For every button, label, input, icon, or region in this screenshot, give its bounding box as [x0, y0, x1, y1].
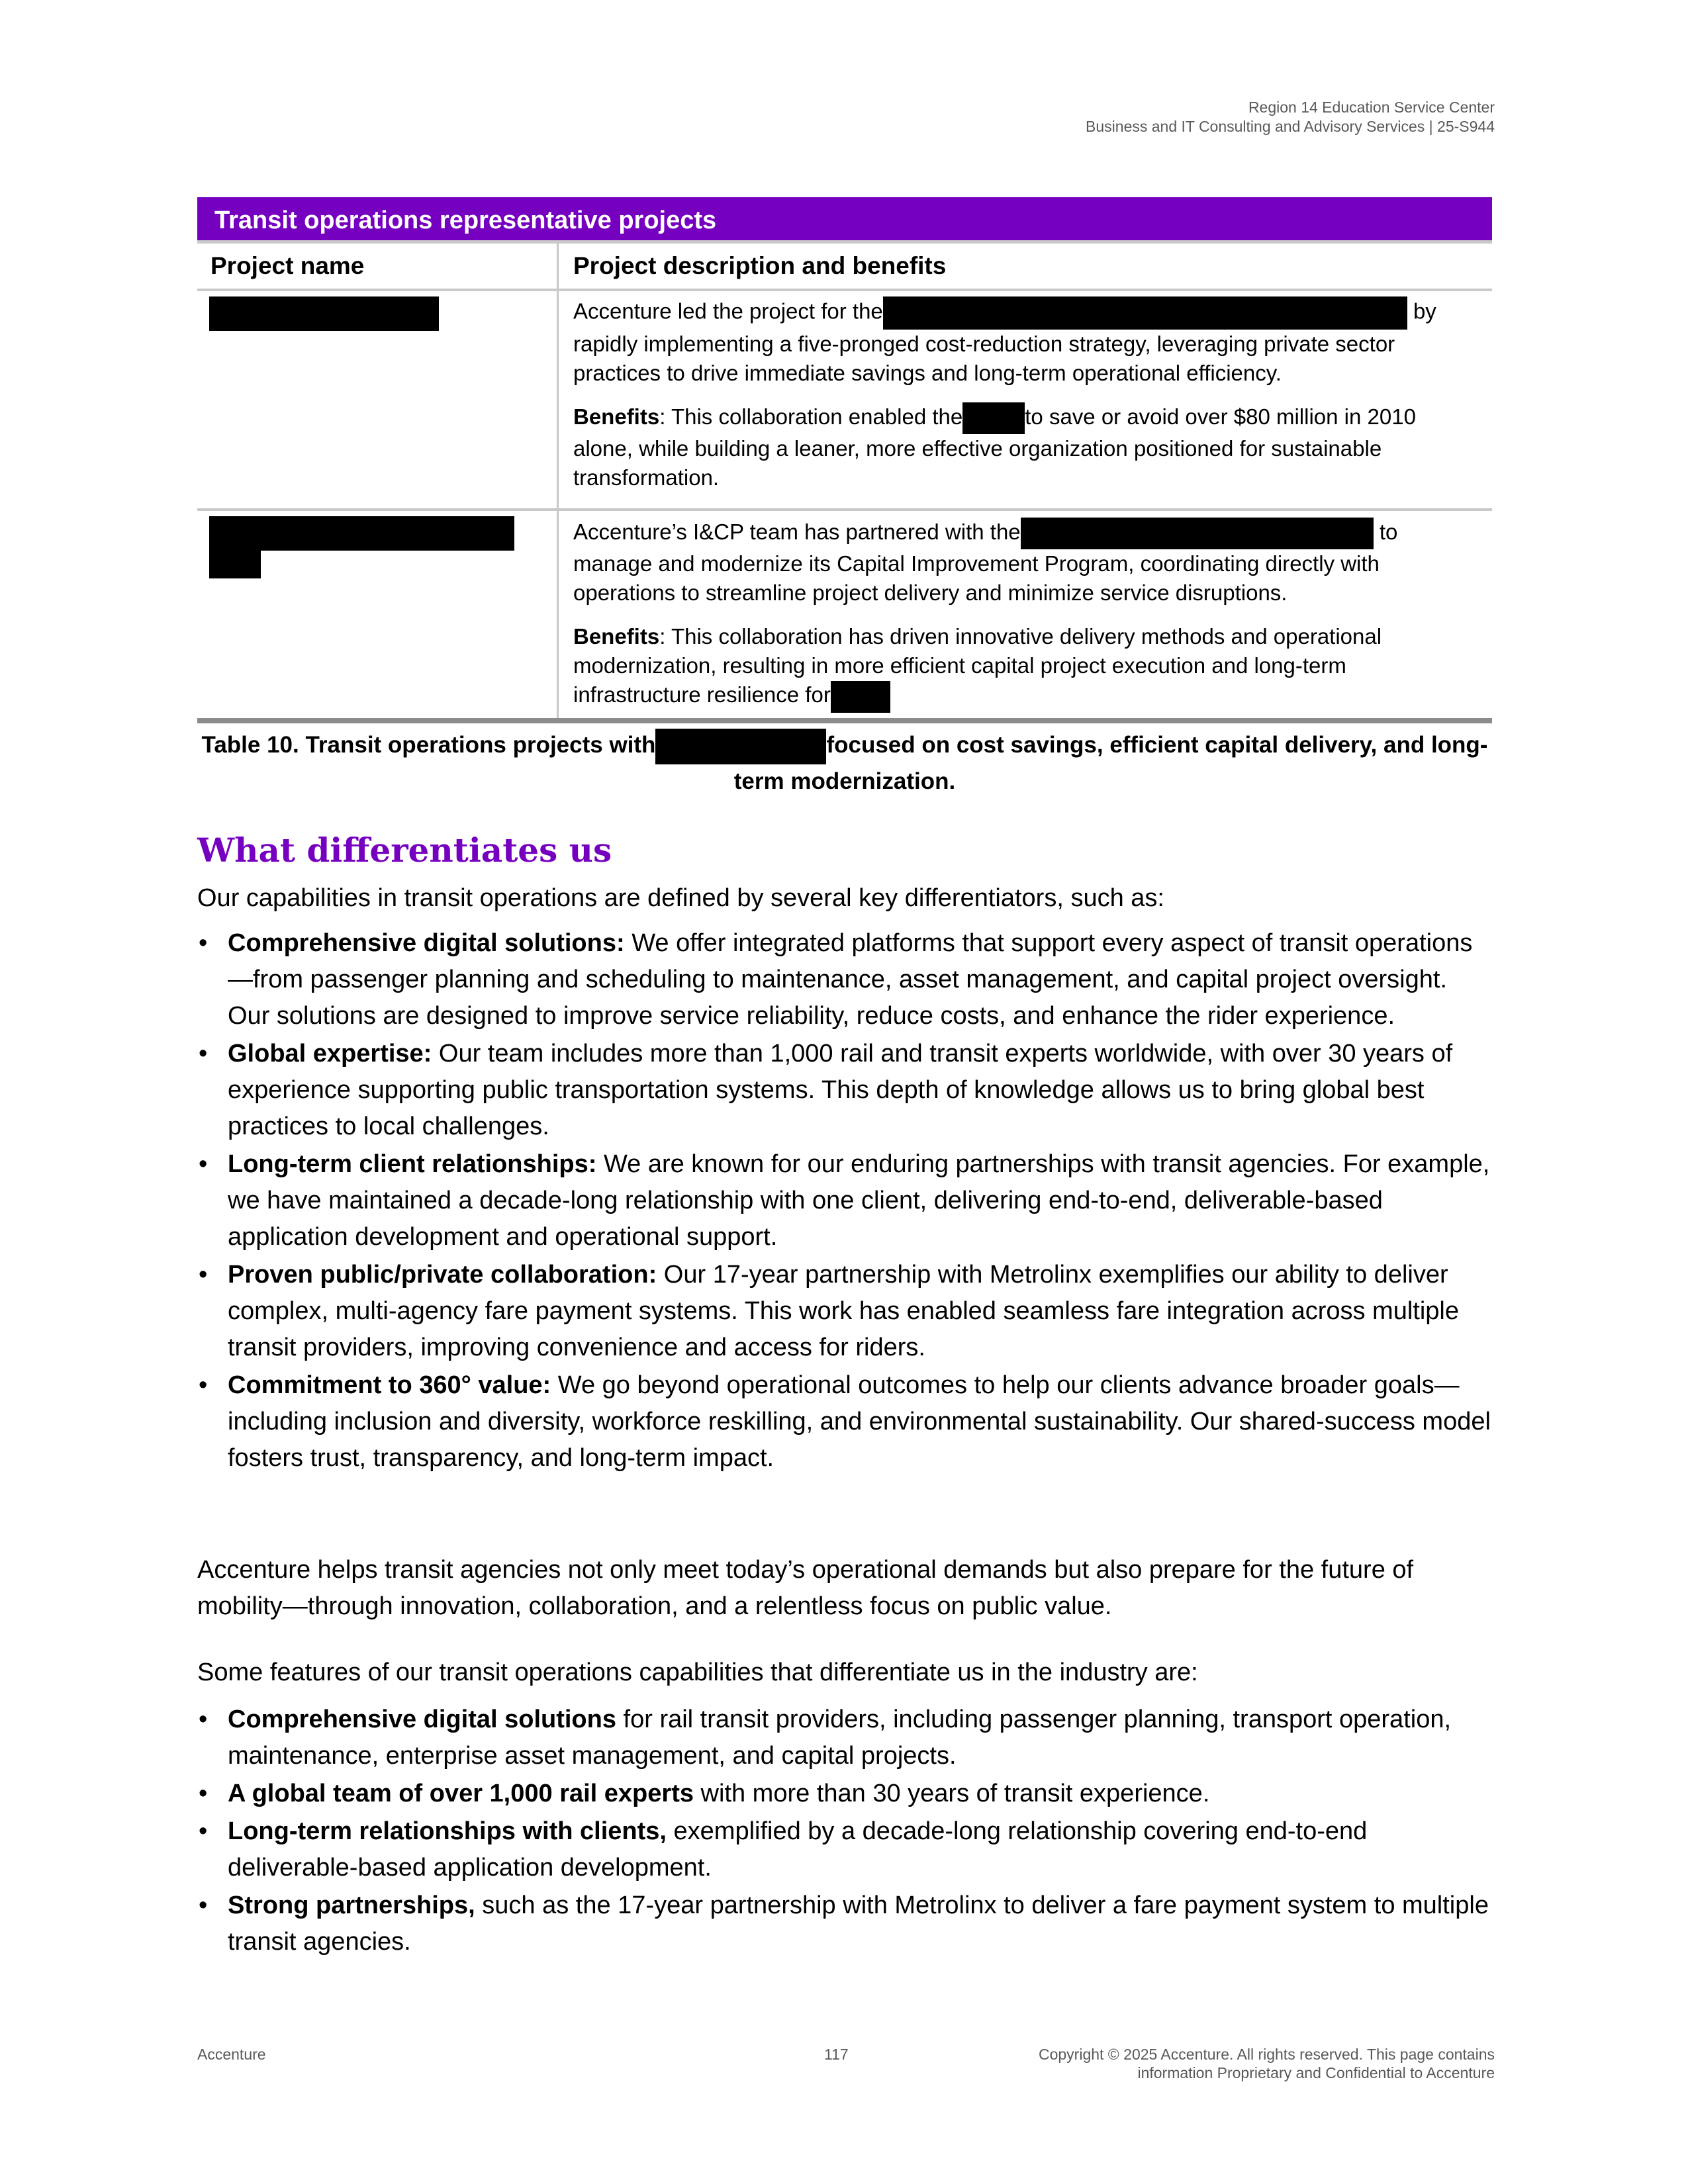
list-item: • Proven public/private collaboration: Our 17-year partnership with Metrolinx exemplifies our ability to deliver complex, multi-agency fare payment systems. This work has enabled seamless fare integration across multiple transit providers, improving convenience and access for riders.	[197, 1257, 1495, 1366]
project-description-cell	[559, 511, 1492, 718]
bullet-icon: •	[199, 1817, 208, 1845]
bullet-icon: •	[199, 1150, 208, 1178]
projects-table	[197, 197, 1492, 723]
project-benefits: Benefits: This collaboration has driven innovative delivery methods and operational modernization, resulting in more efficient capital project execution and long-term infrastructure resilience for	[573, 622, 1476, 712]
table-row	[197, 291, 1492, 511]
bullet-icon: •	[199, 1261, 208, 1289]
bullet-icon: •	[199, 1371, 208, 1399]
intro-paragraph: Our capabilities in transit operations are defined by several key differentiators, such as:	[197, 884, 1164, 912]
redaction-block	[655, 729, 826, 764]
bullet-icon: •	[199, 1780, 208, 1807]
list-item: • Commitment to 360° value: We go beyond operational outcomes to help our clients advance broader goals—including inclusion and diversity, workforce reskilling, and environmental sustainability. Our shared-success model fosters trust, transparency, and long-term impact.	[197, 1367, 1495, 1477]
features-intro: Some features of our transit operations capabilities that differentiate us in the industry are:	[197, 1659, 1198, 1686]
differentiators-list	[197, 925, 1495, 1478]
bullet-icon: •	[199, 1040, 208, 1068]
list-item: • A global team of over 1,000 rail experts with more than 30 years of transit experience.	[197, 1776, 1495, 1812]
list-item: • Strong partnerships, such as the 17-year partnership with Metrolinx to deliver a fare payment system to multiple transit agencies.	[197, 1888, 1495, 1960]
header-rfp-line: Business and IT Consulting and Advisory Services | 25-S944	[1086, 118, 1495, 135]
list-item: • Comprehensive digital solutions: We offer integrated platforms that support every aspect of transit operations—from passenger planning and scheduling to maintenance, asset management, and capital project oversight. Our solutions are designed to improve service reliability, reduce costs, and enhance the rider experience.	[197, 925, 1495, 1034]
footer-copyright: Copyright © 2025 Accenture. All rights reserved. This page contains information Proprietary and Confidential to Accenture	[1038, 2046, 1495, 2081]
table-title: Transit operations representative projects	[197, 197, 1492, 244]
table-header-row	[197, 244, 1492, 291]
project-benefits: Benefits: This collaboration enabled the to save or avoid over $80 million in 2010 alone, while building a leaner, more effective organization positioned for sustainable transformation.	[573, 402, 1476, 492]
table-caption: Table 10. Transit operations projects with focused on cost savings, efficient capital delivery, and long-term modernization.	[197, 728, 1492, 799]
column-header-project-name: Project name	[197, 244, 559, 289]
page-header	[1086, 98, 1495, 136]
project-name-cell	[197, 291, 559, 508]
project-name-cell	[197, 511, 559, 718]
header-client-line: Region 14 Education Service Center	[1248, 99, 1495, 116]
list-item: • Global expertise: Our team includes more than 1,000 rail and transit experts worldwide, with over 30 years of experience supporting public transportation systems. This depth of knowledge allows us to bring global best practices to local challenges.	[197, 1036, 1495, 1145]
features-list	[197, 1702, 1495, 1962]
redaction-block	[209, 516, 514, 551]
redaction-block	[1021, 518, 1374, 549]
bullet-icon: •	[199, 1706, 208, 1733]
column-header-description: Project description and benefits	[573, 252, 947, 279]
summary-paragraph: Accenture helps transit agencies not only meet today’s operational demands but also prepare for the future of mobility—through innovation, collaboration, and a relentless focus on public value.	[197, 1556, 1414, 1620]
footer-company: Accenture	[197, 2046, 266, 2063]
list-item: • Long-term client relationships: We are known for our enduring partnerships with transit agencies. For example, we have maintained a decade-long relationship with one client, delivering end-to-end, deliverable-based application development and operational support.	[197, 1146, 1495, 1255]
project-description: Accenture led the project for the by rapidly implementing a five-pronged cost-reduction strategy, leveraging private sector practices to drive immediate savings and long-term operational efficiency.	[573, 296, 1476, 388]
redaction-block	[209, 551, 261, 578]
redaction-block	[831, 681, 890, 713]
list-item: • Comprehensive digital solutions for rail transit providers, including passenger planning, transport operation, maintenance, enterprise asset management, and capital projects.	[197, 1702, 1495, 1774]
bullet-icon: •	[199, 929, 208, 957]
section-heading: What differentiates us	[197, 831, 612, 870]
redaction-block	[962, 402, 1025, 434]
table-row	[197, 511, 1492, 723]
project-description-cell	[559, 291, 1492, 508]
bullet-icon: •	[199, 1891, 208, 1919]
page-number: 117	[824, 2046, 849, 2063]
project-description: Accenture’s I&CP team has partnered with the to manage and modernize its Capital Improvement Program, coordinating directly with operations to streamline project delivery and minimize service disruptions.	[573, 518, 1476, 608]
redaction-block	[883, 296, 1407, 330]
list-item: • Long-term relationships with clients, exemplified by a decade-long relationship covering end-to-end deliverable-based application development.	[197, 1813, 1495, 1886]
redaction-block	[209, 296, 439, 331]
